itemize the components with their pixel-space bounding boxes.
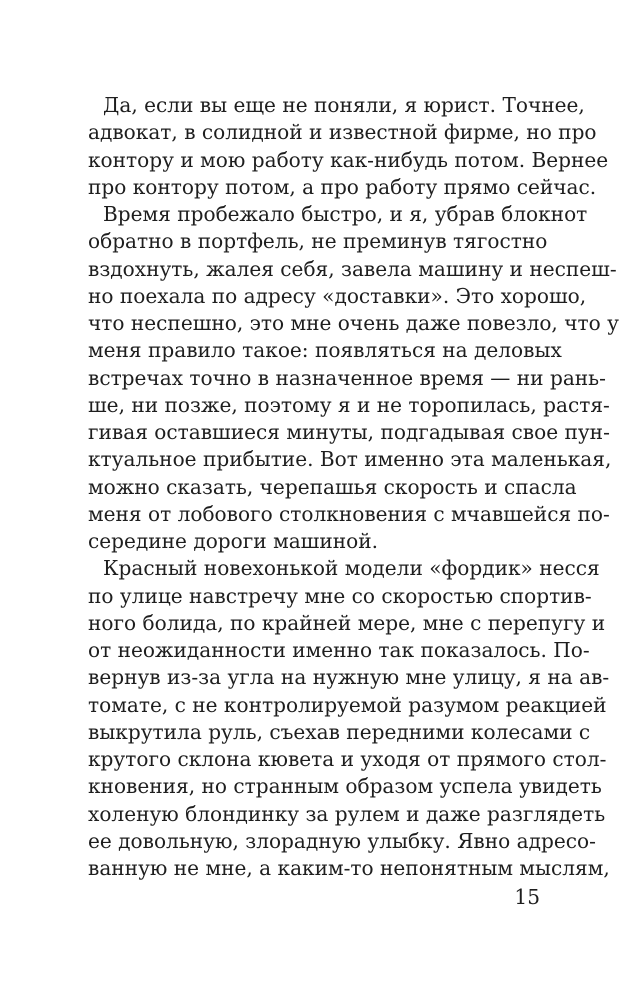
text-line: можно сказать, черепашья скорость и спасла — [88, 474, 577, 499]
page-body-text — [88, 92, 619, 882]
text-line: по улице навстречу мне со скоростью спортив- — [88, 583, 592, 608]
text-line: но поехала по адресу «доставки». Это хорошо, — [88, 283, 587, 308]
text-line: ше, ни позже, поэтому я и не торопилась, растя- — [88, 392, 610, 417]
text-line: от неожиданности именно так показалось. По- — [88, 638, 590, 662]
text-line: про контору потом, а про работу прямо сейчас. — [88, 174, 597, 199]
text-line: контору и мою работу как-нибудь потом. Вернее — [88, 147, 609, 172]
text-line: Красный новехонькой модели «фордик» несся — [103, 556, 600, 581]
text-line: адвокат, в солидной и известной фирме, но про — [88, 120, 597, 145]
text-line: вздохнуть, жалея себя, завела машину и неспеш- — [88, 256, 617, 281]
text-line: ного болида, по крайней мере, мне с перепугу и — [88, 610, 606, 635]
text-line: ванную не мне, а каким-то непонятным мыслям, — [88, 856, 610, 880]
text-line: томате, с не контролируемой разумом реакцией — [88, 692, 607, 717]
text-line: меня правило такое: появляться на деловых — [88, 338, 562, 363]
text-line: встречах точно в назначенное время — ни рань- — [88, 365, 606, 390]
text-line: вернув из-за угла на нужную мне улицу, я на ав- — [88, 665, 610, 690]
text-line: крутого склона кювета и уходя от прямого стол- — [88, 747, 607, 771]
text-line: гивая оставшиеся минуты, подгадывая свое пун- — [88, 420, 610, 444]
text-line: кновения, но странным образом успела увидеть — [88, 774, 602, 799]
text-line: середине дороги машиной. — [88, 529, 379, 553]
text-line: меня от лобового столкновения с мчавшейся по- — [88, 501, 610, 526]
text-line: выкрутила руль, съехав передними колесами с — [88, 719, 591, 744]
text-line: что неспешно, это мне очень даже повезло, что у — [88, 311, 619, 335]
text-line: ктуальное прибытие. Вот именно эта маленькая, — [88, 447, 612, 472]
page-number: 15 — [514, 885, 540, 909]
text-line: ее довольную, злорадную улыбку. Явно адресо- — [88, 828, 596, 853]
text-line: обратно в портфель, не преминув тягостно — [88, 229, 548, 254]
text-line: холеную блондинку за рулем и даже разглядеть — [88, 801, 606, 826]
text-line: Время пробежало быстро, и я, убрав блокнот — [103, 202, 588, 226]
text-line: Да, если вы еще не поняли, я юрист. Точнее, — [103, 93, 585, 117]
